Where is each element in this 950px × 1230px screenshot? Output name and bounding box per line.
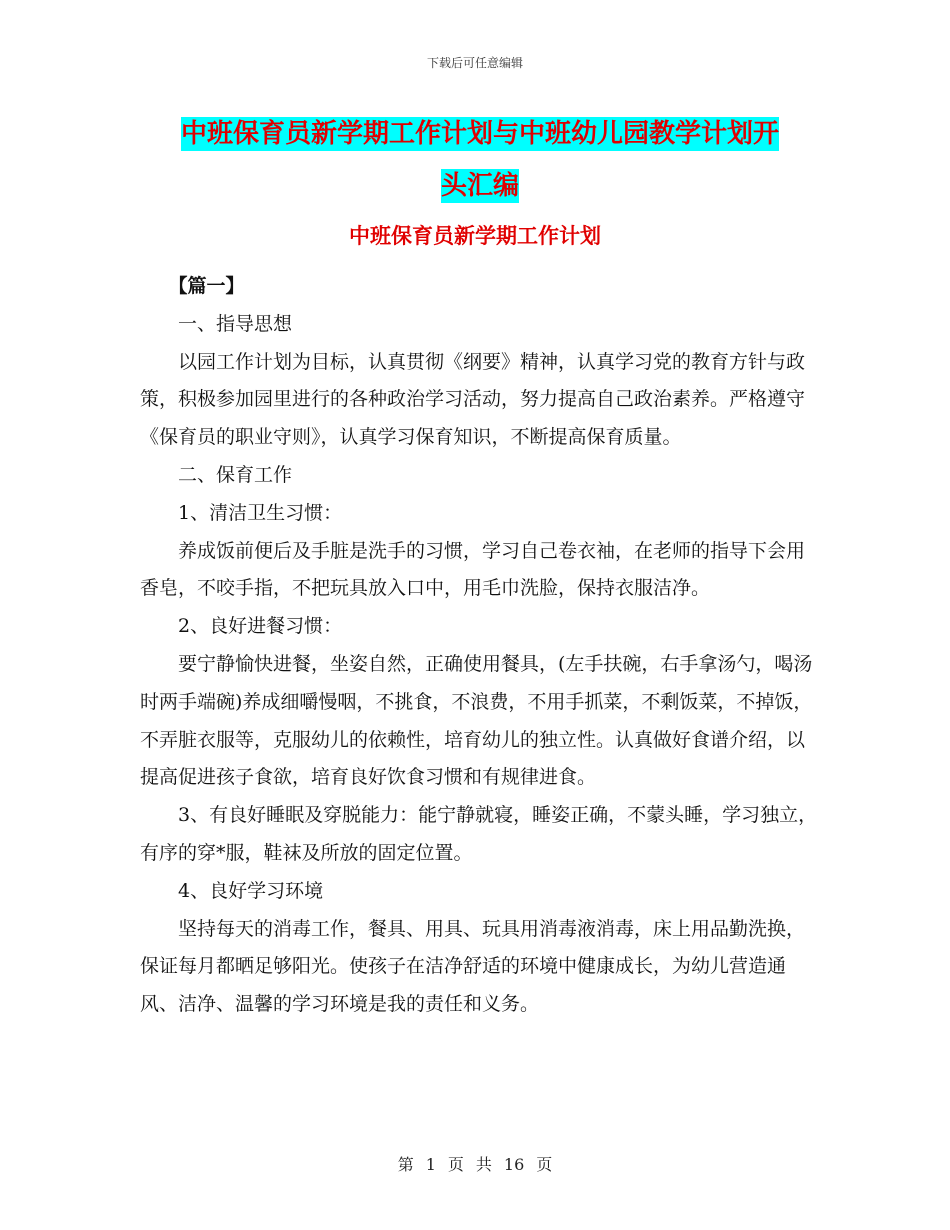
- document-title: [140, 108, 820, 212]
- footer-ye2: 页: [536, 1155, 553, 1174]
- section-title: 中班保育员新学期工作计划: [349, 224, 601, 248]
- title-line-2: 头汇编: [440, 171, 519, 201]
- paragraph: 2、良好进餐习惯：: [178, 615, 343, 638]
- paragraph: 以园工作计划为目标，认真贯彻《纲要》精神，认真学习党的教育方针与政策，积极参加园里进行的各种政治学习活动，努力提高自己政治素养。严格遵守《保育员的职业守则》，认真学习保育知识，不断提高保育质量。: [140, 350, 806, 449]
- paragraph: 1、清洁卫生习惯：: [178, 501, 343, 524]
- paragraph: 二、保育工作: [178, 463, 293, 486]
- paragraph: 一、指导思想: [178, 312, 293, 335]
- paragraph: 3、有良好睡眠及穿脱能力：能宁静就寝，睡姿正确，不蒙头睡，学习独立，有序的穿*服，鞋袜及所放的固定位置。: [140, 804, 818, 864]
- paragraph: 养成饭前便后及手脏是洗手的习惯，学习自己卷衣袖，在老师的指导下会用香皂，不咬手指，不把玩具放入口中，用毛巾洗脸，保持衣服洁净。: [140, 539, 806, 600]
- header-note: 下载后可任意编辑: [426, 56, 523, 70]
- paragraph: 坚持每天的消毒工作，餐具、用具、玩具用消毒液消毒，床上用品勤洗换，保证每月都晒足够阳光。使孩子在洁净舒适的环境中健康成长，为幼儿营造通风、洁净、温馨的学习环境是我的责任和义务。: [140, 917, 806, 1016]
- paragraph: 4、良好学习环境: [178, 879, 324, 902]
- footer-gong: 共: [475, 1155, 492, 1174]
- document-body: [140, 268, 820, 1024]
- footer-page-number: 1: [425, 1155, 436, 1174]
- footer-di: 第: [397, 1155, 414, 1174]
- part-label: 【篇一】: [168, 275, 245, 297]
- footer-total-pages: 16: [503, 1155, 525, 1174]
- paragraph: 要宁静愉快进餐，坐姿自然，正确使用餐具，(左手扶碗，右手拿汤勺，喝汤时两手端碗)养成细嚼慢咽，不挑食，不浪费，不用手抓菜，不剩饭菜，不掉饭，不弄脏衣服等，克服幼儿的依赖性，培育幼儿的独立性。认真做好食谱介绍，以提高促进孩子食欲，培育良好饮食习惯和有规律进食。: [140, 652, 813, 789]
- page-footer: [0, 1152, 950, 1175]
- footer-ye: 页: [447, 1155, 464, 1174]
- title-line-1: 中班保育员新学期工作计划与中班幼儿园教学计划开: [180, 119, 779, 149]
